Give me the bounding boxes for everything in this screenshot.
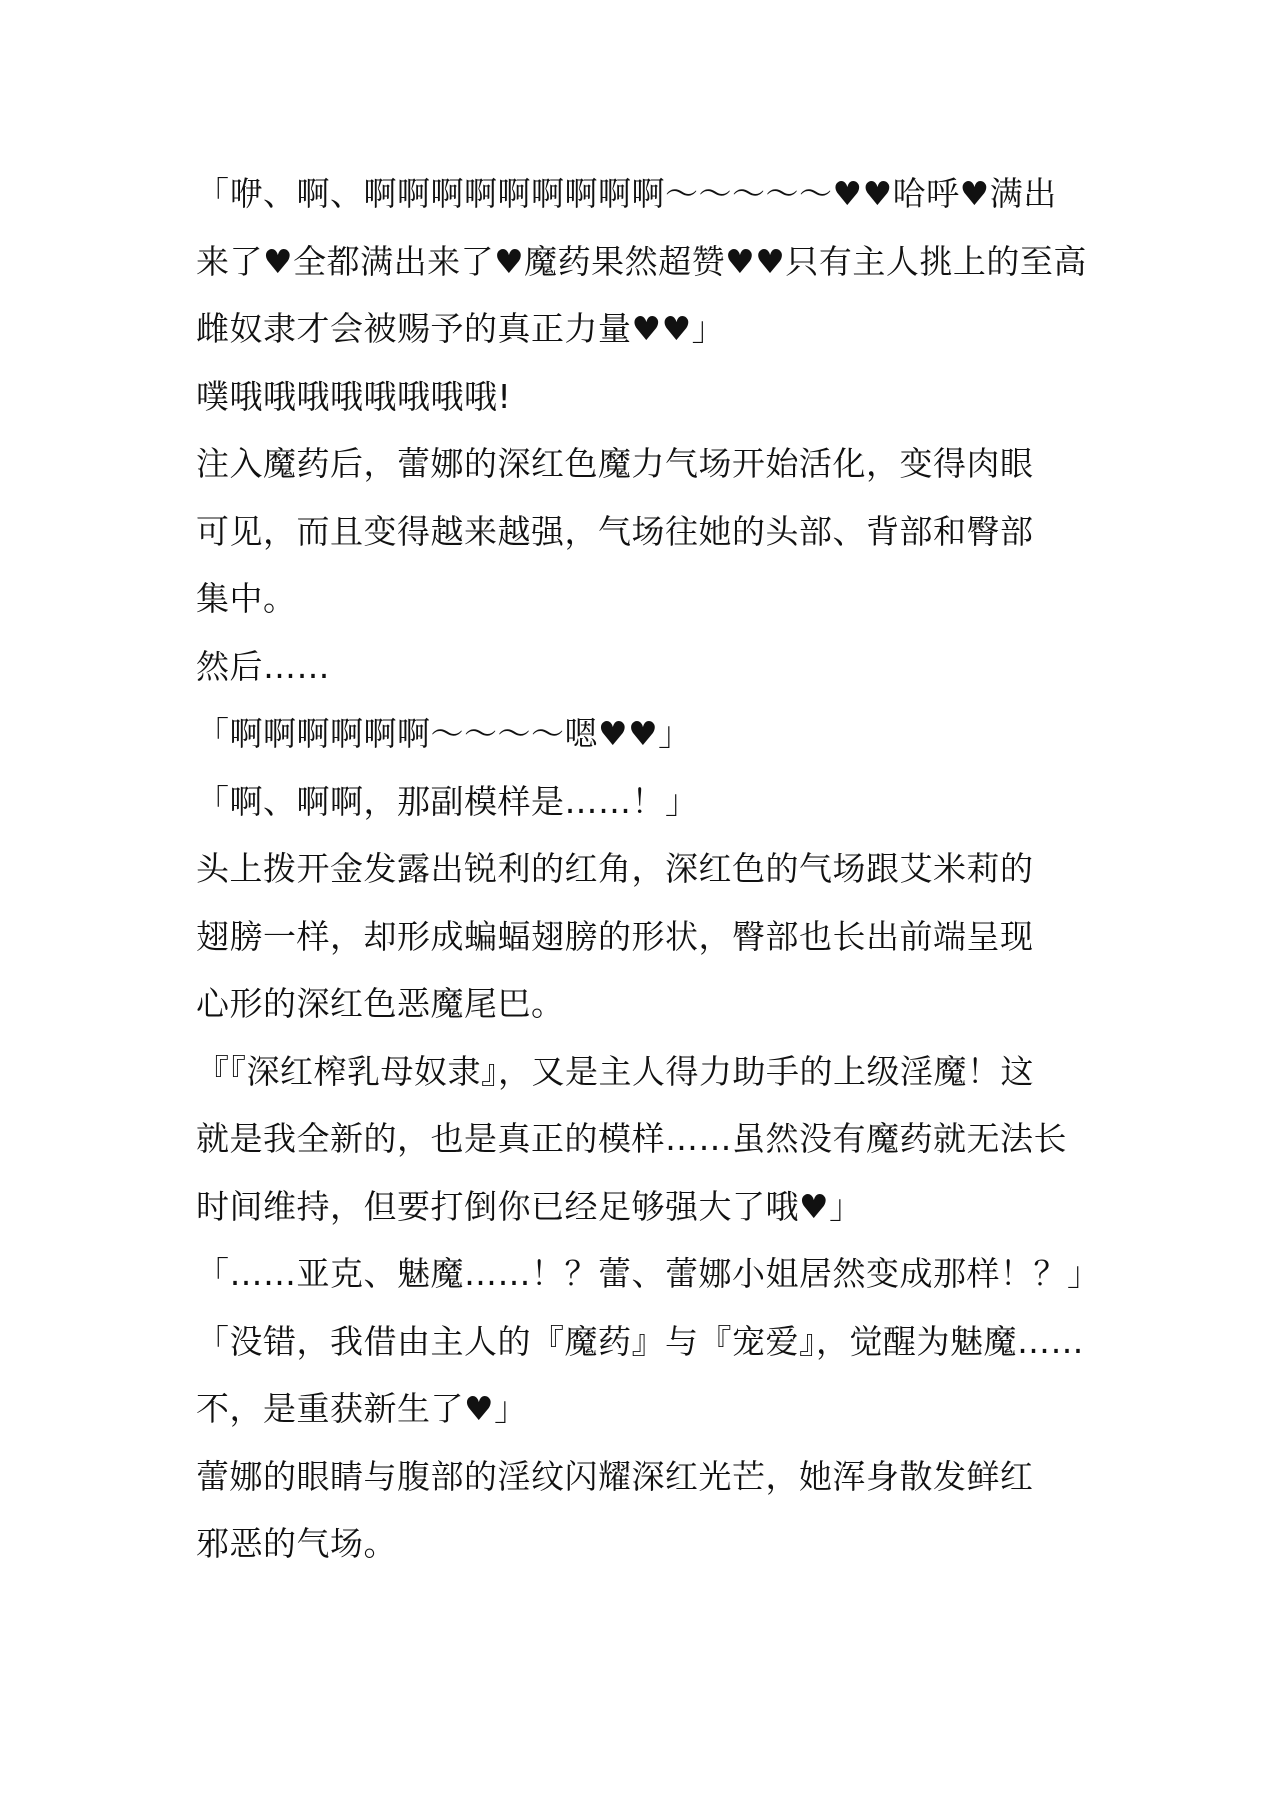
text-line: 「啊啊啊啊啊啊～～～～嗯♥♥」 bbox=[196, 714, 692, 753]
text-line: 「咿、啊、啊啊啊啊啊啊啊啊啊～～～～～♥♥哈呼♥满出 bbox=[196, 174, 1057, 213]
text-line: 然后…… bbox=[196, 646, 330, 686]
text-line: 『『深红榨乳母奴隶』，又是主人得力助手的上级淫魔！这 bbox=[196, 1051, 1034, 1091]
text-line: 雌奴隶才会被赐予的真正力量♥♥」 bbox=[196, 309, 726, 348]
text-line: 来了♥全都满出来了♥魔药果然超赞♥♥只有主人挑上的至高 bbox=[196, 241, 1087, 281]
text-line: 「……亚克、魅魔……！？蕾、蕾娜小姐居然变成那样！？」 bbox=[196, 1254, 1101, 1293]
text-line: 翅膀一样，却形成蝙蝠翅膀的形状，臀部也长出前端呈现 bbox=[196, 916, 1034, 956]
text-line: 「没错，我借由主人的『魔药』与『宠爱』，觉醒为魅魔…… bbox=[196, 1321, 1084, 1361]
text-line: 集中。 bbox=[196, 579, 297, 618]
text-line: 头上拨开金发露出锐利的红角，深红色的气场跟艾米莉的 bbox=[196, 849, 1034, 888]
text-line: 心形的深红色恶魔尾巴。 bbox=[196, 984, 565, 1023]
text-line: 「啊、啊啊，那副模样是……！」 bbox=[196, 781, 699, 821]
text-line: 就是我全新的，也是真正的模样……虽然没有魔药就无法长 bbox=[196, 1119, 1067, 1158]
text-line: 可见，而且变得越来越强，气场往她的头部、背部和臀部 bbox=[196, 511, 1034, 551]
text-line: 注入魔药后，蕾娜的深红色魔力气场开始活化，变得肉眼 bbox=[196, 444, 1034, 483]
text-line: 蕾娜的眼睛与腹部的淫纹闪耀深红光芒，她浑身散发鲜红 bbox=[196, 1456, 1034, 1496]
story-text bbox=[196, 160, 1101, 1578]
text-line: 邪恶的气场。 bbox=[196, 1524, 397, 1563]
text-line: 不，是重获新生了♥」 bbox=[196, 1389, 528, 1428]
text-line: 噗哦哦哦哦哦哦哦哦! bbox=[196, 376, 512, 416]
text-line: 时间维持，但要打倒你已经足够强大了哦♥」 bbox=[196, 1186, 863, 1226]
